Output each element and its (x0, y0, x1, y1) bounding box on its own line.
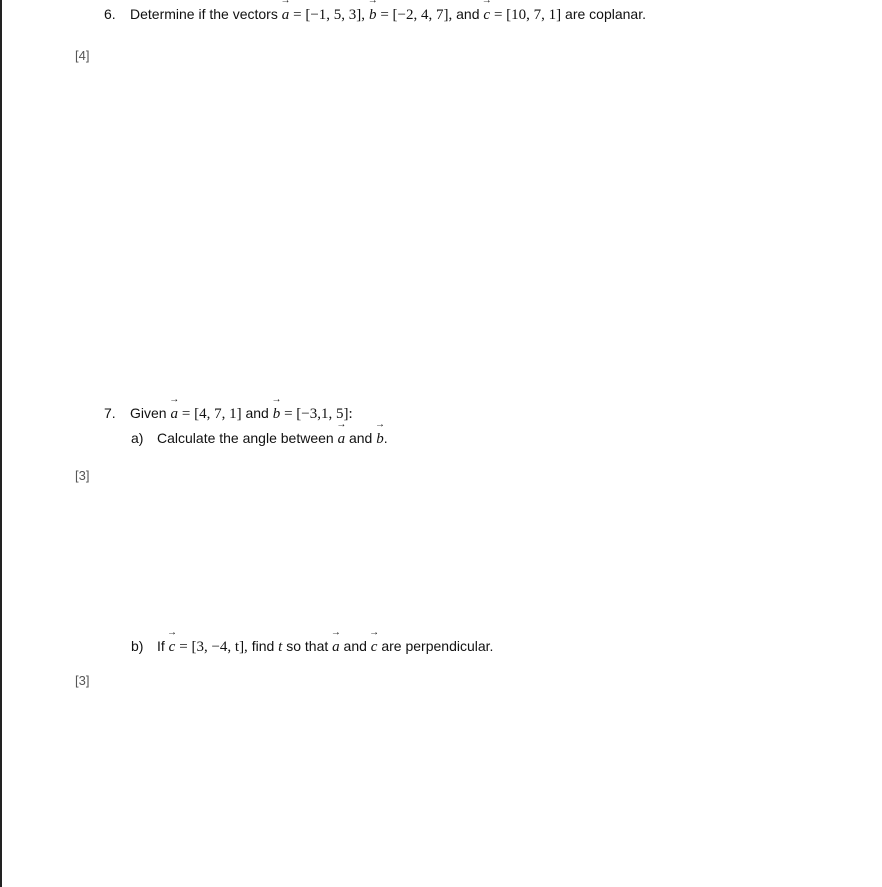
vector-b-value: = [−2, 4, 7], (380, 7, 453, 23)
question-6-and: and (456, 6, 480, 22)
question-6 (104, 4, 646, 25)
question-6-text-2: are coplanar. (565, 6, 646, 22)
question-7b-marks: [3] (75, 673, 90, 688)
question-7 (104, 403, 353, 424)
part-b-if: If (157, 638, 165, 654)
question-6-marks: [4] (75, 48, 90, 63)
vector-a-value: = [−1, 5, 3], (293, 7, 366, 23)
question-6-text-1: Determine if the vectors (130, 6, 278, 22)
vector-a: → a (338, 429, 346, 449)
question-7a (131, 428, 388, 449)
part-a-label: a) (131, 430, 144, 446)
vector-c: → c (169, 637, 176, 657)
question-7-number: 7. (104, 405, 116, 421)
part-b-and: and (343, 638, 367, 654)
part-b-text-end: are perpendicular. (381, 638, 494, 654)
vector-b: → b (376, 429, 384, 449)
question-7-and: and (245, 405, 269, 421)
vector-a: → a (282, 5, 290, 25)
part-b-find: find (251, 638, 275, 654)
vector-c-value: = [3, −4, t], (179, 639, 248, 655)
vector-a: → a (332, 637, 340, 657)
question-7-intro: Given (130, 405, 167, 421)
vector-b-value: = [−3,1, 5]: (284, 406, 353, 422)
vector-b: → b (273, 404, 281, 424)
part-a-and: and (348, 430, 373, 446)
part-b-label: b) (131, 638, 144, 654)
part-a-text: Calculate the angle between (157, 430, 334, 446)
question-6-number: 6. (104, 6, 116, 22)
page-left-border (0, 0, 2, 887)
vector-c: → c (371, 637, 378, 657)
vector-a: → a (170, 404, 178, 424)
vector-c: → c (483, 5, 490, 25)
question-7b (131, 636, 493, 657)
part-b-so-that: so that (286, 638, 329, 654)
vector-c-value: = [10, 7, 1] (493, 7, 562, 23)
part-a-period: . (383, 430, 388, 446)
vector-b: → b (369, 5, 377, 25)
vector-a-value: = [4, 7, 1] (181, 406, 242, 422)
variable-t: t (278, 639, 283, 655)
question-7a-marks: [3] (75, 468, 90, 483)
